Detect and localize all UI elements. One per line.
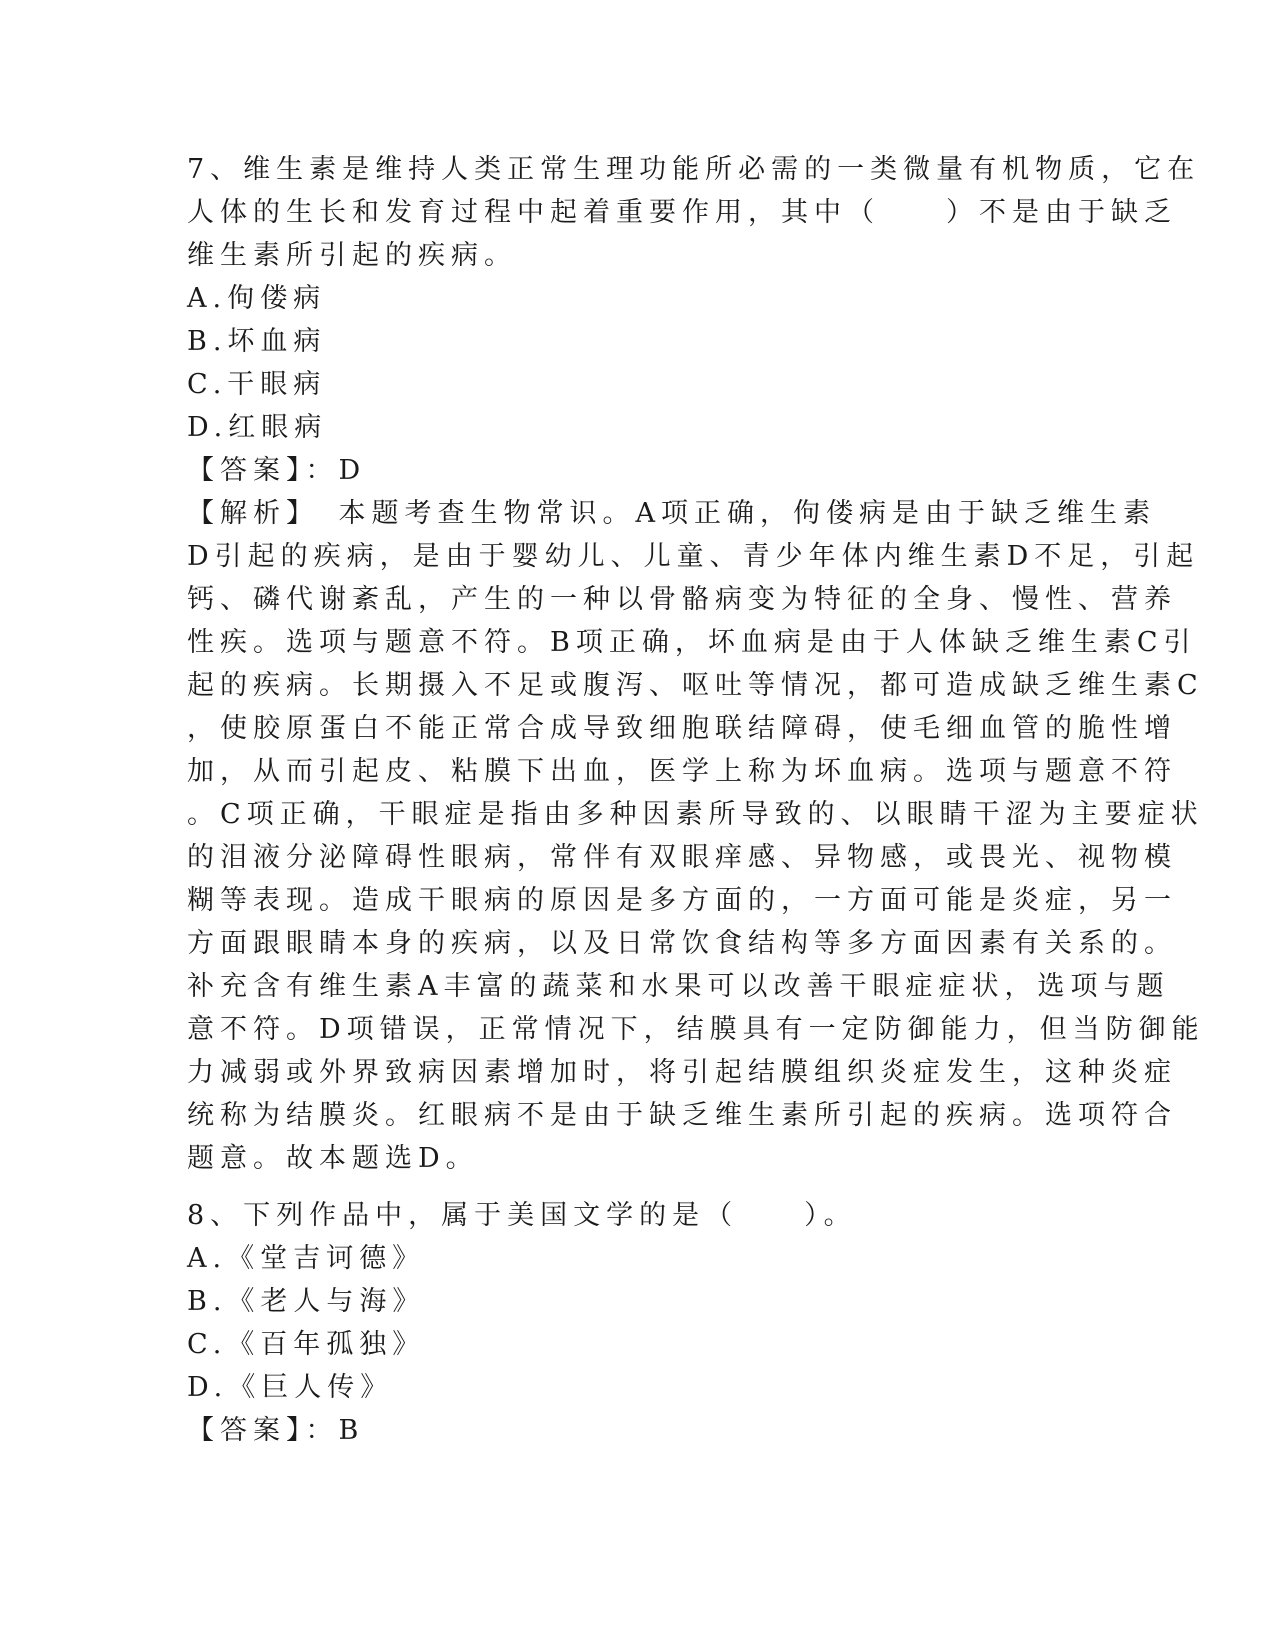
question-7	[187, 148, 1205, 1180]
analysis-line: 起的疾病。长期摄入不足或腹泻、呕吐等情况，都可造成缺乏维生素C	[187, 670, 1204, 701]
answer-line: 【答案】：B	[187, 1415, 365, 1446]
option-c: C.干眼病	[187, 369, 327, 400]
answer-line: 【答案】：D	[187, 455, 367, 486]
option-a: A.《堂吉诃德》	[187, 1243, 426, 1274]
analysis-line: 糊等表现。造成干眼病的原因是多方面的，一方面可能是炎症，另一	[187, 885, 1177, 916]
question-stem-line: 7、维生素是维持人类正常生理功能所必需的一类微量有机物质，它在	[187, 154, 1201, 185]
analysis-line: 题意。故本题选D。	[187, 1143, 479, 1174]
question-stem-line: 8、下列作品中，属于美国文学的是（ ）。	[187, 1200, 857, 1231]
document-page	[187, 148, 1205, 1452]
option-b: B.《老人与海》	[187, 1286, 426, 1317]
analysis-line: 方面跟眼睛本身的疾病，以及日常饮食结构等多方面因素有关系的。	[187, 928, 1177, 959]
analysis-line: 【解析】 本题考查生物常识。A项正确，佝偻病是由于缺乏维生素	[187, 498, 1156, 529]
analysis-line: 补充含有维生素A丰富的蔬菜和水果可以改善干眼症症状，选项与题	[187, 971, 1170, 1002]
analysis	[187, 492, 1205, 1180]
analysis-line: 加，从而引起皮、粘膜下出血，医学上称为坏血病。选项与题意不符	[187, 756, 1177, 787]
analysis-line: 力减弱或外界致病因素增加时，将引起结膜组织炎症发生，这种炎症	[187, 1057, 1177, 1088]
option-d: D.红眼病	[187, 412, 328, 443]
option-b: B.坏血病	[187, 326, 327, 357]
analysis-line: 性疾。选项与题意不符。B项正确，坏血病是由于人体缺乏维生素C引	[187, 627, 1197, 658]
analysis-line: 。C项正确，干眼症是指由多种因素所导致的、以眼睛干涩为主要症状	[187, 799, 1204, 830]
question-8	[187, 1194, 1087, 1452]
option-a: A.佝偻病	[187, 283, 327, 314]
option-c: C.《百年孤独》	[187, 1329, 426, 1360]
question-stem-line: 维生素所引起的疾病。	[187, 240, 517, 271]
analysis-line: 意不符。D项错误，正常情况下，结膜具有一定防御能力，但当防御能	[187, 1014, 1205, 1045]
analysis-line: 的泪液分泌障碍性眼病，常伴有双眼痒感、异物感，或畏光、视物模	[187, 842, 1177, 873]
analysis-line: D引起的疾病，是由于婴幼儿、儿童、青少年体内维生素D不足，引起	[187, 541, 1200, 572]
analysis-line: 钙、磷代谢紊乱，产生的一种以骨骼病变为特征的全身、慢性、营养	[187, 584, 1177, 615]
analysis-line: ，使胶原蛋白不能正常合成导致细胞联结障碍，使毛细血管的脆性增	[187, 713, 1177, 744]
option-d: D.《巨人传》	[187, 1372, 394, 1403]
question-stem-line: 人体的生长和发育过程中起着重要作用，其中（ ）不是由于缺乏	[187, 197, 1177, 228]
question-spacer	[187, 1180, 1087, 1194]
analysis-line: 统称为结膜炎。红眼病不是由于缺乏维生素所引起的疾病。选项符合	[187, 1100, 1177, 1131]
